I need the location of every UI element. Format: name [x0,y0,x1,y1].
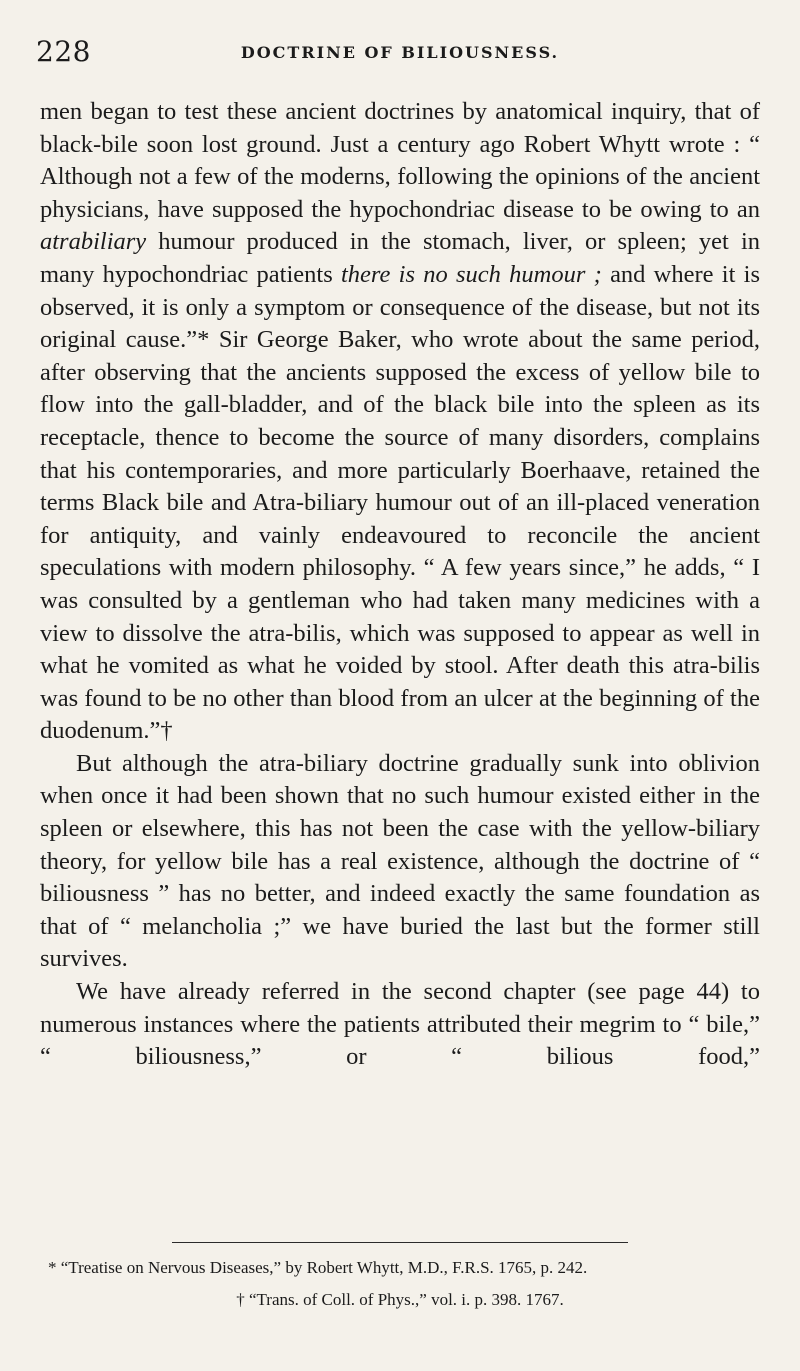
paragraph-3: We have already referred in the second chapter (see page 44) to numerous instances where the patients attributed their megrim to “ bile,” “ biliousness,” or “ bilious food,” [40,978,760,1071]
paragraph-1-text-b: humour produced in the stomach, liver, or spleen; yet in many hypochondriac patients [40,228,760,288]
running-head: DOCTRINE OF BILIOUSNESS. [240,43,560,62]
paragraph-1-italic-a: atrabiliary [40,228,147,256]
footnote-1: * “Treatise on Nervous Diseases,” by Robert Whytt, M.D., F.R.S. 1765, p. 242. [48,1258,588,1277]
paragraph-1-text-c: and where it is observed, it is only a symptom or consequence of the disease, but not its original cause.”* Sir George Baker, who wrote about the same period, after observing that the ancients supposed the excess of yellow bile to flow into the gall-bladder, and of the black bile into the spleen as its receptacle, thence to become the source of many disorders, complains that his contemporaries, and more particularly Boerhaave, retained the terms Black bile and Atra-biliary humour out of an ill-placed veneration for antiquity, and vainly endeavoured to reconcile the ancient speculations with modern philosophy. “ A few years since,” he adds, “ I was consulted by a gentleman who had taken many medicines with a view to dissolve the atra-bilis, which was supposed to appear as well in what he vomited as what he voided by stool. After death this atra-bilis was found to be no other than blood from an ulcer at the beginning of the duodenum.”† [40,260,760,745]
body-text [40,96,760,1074]
paragraph-1 [40,96,760,748]
paragraph-2: But although the atra-biliary doctrine gradually sunk into oblivion when once it had been shown that no such humour existed either in the spleen or elsewhere, this has not been the case with the yellow-biliary theory, for yellow bile has a real existence, although the doctrine of “ biliousness ” has no better, and indeed exactly the same foundation as that of “ melancholia ;” we have buried the last but the former still survives. [40,749,760,973]
footnote-2: † “Trans. of Coll. of Phys.,” vol. i. p. 398. 1767. [236,1290,564,1309]
footnote-divider [172,1242,628,1243]
footnotes [40,1257,760,1311]
paragraph-1-italic-b: there is no such humour ; [340,260,602,288]
paragraph-1-text-a: men began to test these ancient doctrines by anatomical inquiry, that of black-bile soon lost ground. Just a century ago Robert Whytt wrote : “ Although not a few of the moderns, following the opinions of the ancient physicians, have supposed the hypochondriac disease to be owing to an [40,98,760,223]
page-header [36,35,764,75]
page-number: 228 [36,35,91,68]
